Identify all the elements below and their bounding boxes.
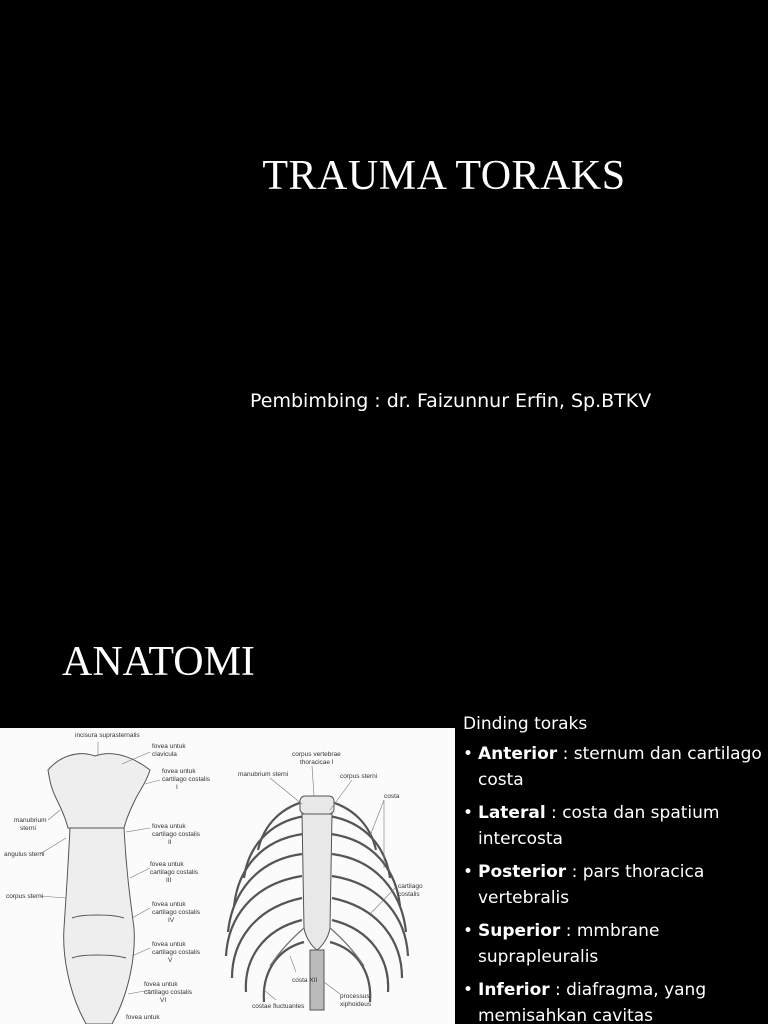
label-fovea-c6-2: cartilago costalis	[144, 989, 193, 996]
label-fovea-c3-2: cartilago costalis	[150, 869, 199, 876]
label-fovea-c3: fovea untuk	[150, 861, 184, 868]
slide-heading: ANATOMI	[62, 639, 255, 685]
label-corpus-sterni: corpus sterni	[340, 773, 378, 780]
content-text	[463, 711, 763, 1024]
label-fovea-c2: fovea untuk	[152, 823, 186, 830]
content-heading: Dinding toraks	[463, 714, 588, 734]
list-item	[463, 918, 763, 970]
label-fovea-c5-2: cartilago costalis	[152, 949, 201, 956]
label-fovea-c1-2: cartilago costalis	[162, 776, 211, 783]
list-item	[463, 741, 763, 793]
label-fovea-clavicula-2: clavicula	[152, 751, 177, 758]
label-manubrium-2: sterni	[20, 825, 36, 832]
list-item	[463, 800, 763, 852]
bullet-text: : sternum dan cartilago costa	[478, 744, 762, 790]
label-fovea-c5: fovea untuk	[152, 941, 186, 948]
label-fovea-c6: fovea untuk	[144, 981, 178, 988]
bullet-term: Posterior	[478, 862, 567, 882]
presentation-title: TRAUMA TORAKS	[262, 153, 626, 199]
presenter-subtitle: Pembimbing : dr. Faizunnur Erfin, Sp.BTKV	[250, 390, 652, 412]
label-processus-2: xiphoideus	[340, 1001, 372, 1008]
label-fovea-c4-3: IV	[168, 917, 175, 924]
bullet-term: Lateral	[478, 803, 546, 823]
thorax-anatomy-figure	[0, 728, 455, 1024]
label-fovea-c1-3: I	[176, 784, 178, 791]
label-costa-xii: costa XII	[292, 977, 318, 984]
label-fovea-c2-2: cartilago costalis	[152, 831, 201, 838]
list-item	[463, 859, 763, 911]
label-costae-fluctuantes: costae fluctuantes	[252, 1003, 305, 1010]
label-cartilago-2: costalis	[398, 891, 420, 898]
label-fovea-c4: fovea untuk	[152, 901, 186, 908]
thorax-illustration	[0, 728, 455, 1024]
label-fovea-c3-3: III	[166, 877, 172, 884]
label-fovea-c1: fovea untuk	[162, 768, 196, 775]
bullet-term: Inferior	[478, 980, 550, 1000]
bullet-term: Superior	[478, 921, 561, 941]
bullet-text: : mmbrane suprapleuralis	[478, 921, 660, 967]
label-manubrium: manubrium	[14, 817, 47, 824]
label-fovea-c5-3: V	[168, 957, 173, 964]
label-cartilago: cartilago	[398, 883, 423, 890]
label-fovea-c6-3: VI	[160, 997, 167, 1004]
label-fovea-c7: fovea untuk	[126, 1014, 160, 1021]
bullet-list	[463, 741, 763, 1024]
bullet-text: : costa dan spatium intercosta	[478, 803, 720, 849]
label-corpus-vertebrae-2: thoracicae I	[300, 759, 334, 766]
bullet-text: : pars thoracica vertebralis	[478, 862, 705, 908]
label-fovea-clavicula: fovea untuk	[152, 743, 186, 750]
label-costa: costa	[384, 793, 400, 800]
list-item	[463, 977, 763, 1024]
label-manubrium-sterni: manubrium sterni	[238, 771, 289, 778]
sternum-drawing	[48, 754, 150, 1024]
bullet-term: Anterior	[478, 744, 558, 764]
label-angulus: angulus sterni	[4, 851, 45, 858]
label-incisura: incisura suprasternalis	[75, 732, 140, 739]
label-processus: processus	[340, 993, 370, 1000]
label-corpus-vertebrae: corpus vertebrae	[292, 751, 341, 758]
label-fovea-c2-3: II	[168, 839, 172, 846]
slide-anatomi	[0, 578, 768, 1024]
label-corpus: corpus sterni	[6, 893, 44, 900]
bullet-text: : diafragma, yang memisahkan cavitas	[478, 980, 707, 1024]
label-fovea-c4-2: cartilago costalis	[152, 909, 201, 916]
